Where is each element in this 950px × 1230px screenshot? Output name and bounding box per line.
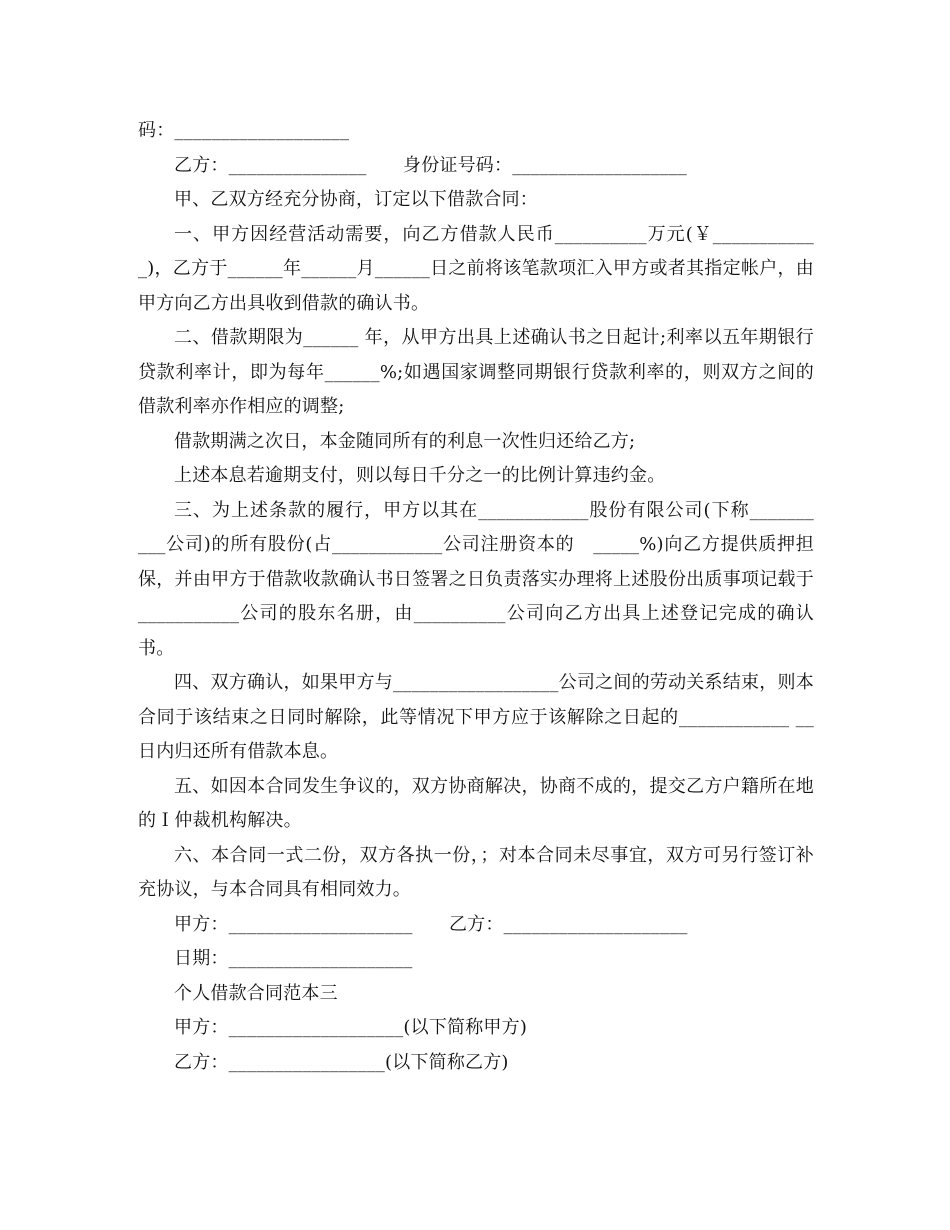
paragraph: 借款期满之次日，本金随同所有的利息一次性归还给乙方; (174, 430, 636, 452)
contract-body (138, 114, 820, 1080)
paragraph: 五、如因本合同发生争议的，双方协商解决，协商不成的，提交乙方户籍所在地的Ｉ仲裁机构解决。 (138, 775, 814, 831)
paragraph: 甲、乙双方经充分协商，订定以下借款合同： (174, 189, 538, 210)
party-a-line: 甲方：___________________(以下简称甲方) (174, 1017, 528, 1038)
paragraph: 一、甲方因经营活动需要，向乙方借款人民币__________万元(￥___________ _)，乙方于______年______月______日之前将该笔款项汇入甲方或者其指定帐户，由甲方向乙方出具收到借款的确认书。 (138, 223, 820, 314)
paragraph: 四、双方确认，如果甲方与__________________公司之间的劳动关系结束，则本合同于该结束之日同时解除，此等情况下甲方应于该解除之日起的____________ __日内归还所有借款本息。 (138, 672, 814, 762)
date-line: 日期：____________________ (174, 948, 413, 969)
paragraph: 乙方：_______________ 身份证号码：___________________ (174, 154, 687, 176)
paragraph: 二、借款期限为______ 年，从甲方出具上述确认书之日起计;利率以五年期银行贷款利率计，即为每年______%;如遇国家调整同期银行贷款利率的，则双方之间的借款利率亦作相应的调整; (138, 327, 814, 417)
paragraph: 码：___________________ (138, 120, 350, 141)
party-b-line: 乙方：_________________(以下简称乙方) (174, 1051, 509, 1073)
section-title: 个人借款合同范本三 (174, 982, 338, 1004)
paragraph: 上述本息若逾期支付，则以每日千分之一的比例计算违约金。 (174, 465, 666, 486)
paragraph: 三、为上述条款的履行，甲方以其在____________股份有限公司(下称_______ ___公司)的所有股份(占____________公司注册资本的 _____%)向乙方提供质押担保，并由甲方于借款收款确认书日签署之日负责落实办理将上述股份出质事项记载于___________公司的股东名册，由__________公司向乙方出具上述登记完成的确认书。 (138, 499, 820, 659)
signature-line: 甲方：____________________ 乙方：____________________ (174, 913, 688, 935)
paragraph: 六、本合同一式二份，双方各执一份，；对本合同未尽事宜，双方可另行签订补充协议，与本合同具有相同效力。 (138, 844, 814, 900)
